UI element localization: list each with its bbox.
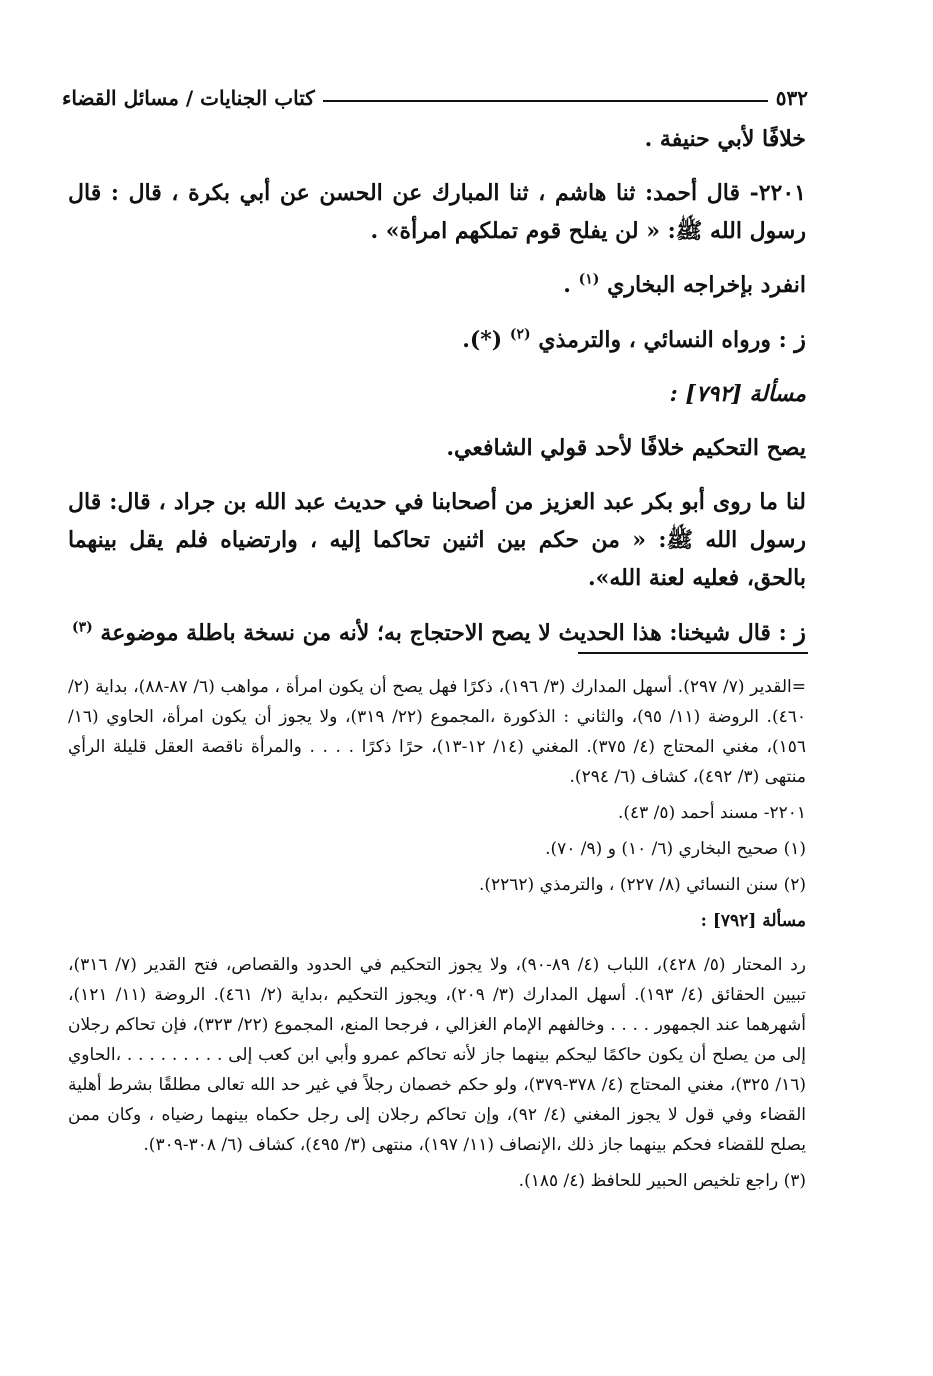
footnote-3: (٣) راجع تلخيص الحبير للحافظ (٤/ ١٨٥). [518, 1171, 806, 1191]
bukhari-text: انفرد بإخراجه البخاري [607, 272, 806, 298]
zay-mark: ز [794, 324, 806, 353]
paragraph-shaykh [68, 613, 806, 652]
footnote-divider [578, 652, 808, 654]
page-header [62, 78, 808, 118]
shaykh-text: : قال شيخنا: هذا الحديث لا يصح الاحتجاج به؛ لأنه من نسخة باطلة موضوعة [100, 620, 787, 646]
paragraph-nasai [68, 320, 806, 359]
footnote-masala-heading: مسألة [٧٩٢] : [700, 911, 806, 931]
page-number: ٥٣٢ [775, 86, 808, 110]
footnote-continued: =القدير (٧/ ٢٩٧). أسهل المدارك (٣/ ١٩٦)، ذكرًا فهل يصح أن يكون امرأة ، مواهب (٦/ ٨٧-٨٨)، بداية (٢/ ٤٦٠). الروضة (١١/ ٩٥)، والثاني : الذكورة ،المجموع (٢٢/ ٣١٩)، ولا يجوز أن يكون امرأة، الحاوي (١٦/ ١٥٦)، مغني المحتاج (٤/ ٣٧٥). المغني (١٤/ ١٢-١٣)، حرًا ذكرًا . . . . والمرأة ناقصة العقل قليلة الرأي منتهى (٣/ ٤٩٢)، كشاف (٦/ ٢٩٤). [68, 677, 806, 787]
nasai-end: (*). [462, 327, 503, 353]
paragraph-hadith-2201: ٢٢٠١- قال أحمد: ثنا هاشم ، ثنا المبارك عن الحسن عن أبي بكرة ، قال : قال رسول الله ﷺ: « لن يفلح قوم تملكهم امرأة» . [68, 180, 806, 244]
footnotes [68, 672, 806, 1202]
footnote-ref-3: (٣) [71, 619, 93, 636]
paragraph-1: خلافًا لأبي حنيفة . [644, 126, 806, 152]
footnote-masala-body: رد المحتار (٥/ ٤٢٨)، اللباب (٤/ ٨٩-٩٠)، ولا يجوز التحكيم في الحدود والقصاص، فتح القدير (٧/ ٣١٦)، تبيين الحقائق (٤/ ١٩٣). أسهل المدارك (٣/ ٢٠٩)، ويجوز التحكيم ،بداية (٢/ ٤٦١). الروضة (١١/ ١٢١)، أشهرهما عند الجمهور . . . . وخالفهم الإمام الغزالي ، فرجحا المنع، المجموع (٢٢/ ٣٢٣)، فإن تحاكم رجلان إلى من يصلح أن يكون حاكمًا ليحكم بينهما جاز لأنه تحاكم عمرو وأبي ابن كعب إلى . . . . . . . . . ،الحاوي (١٦/ ٣٢٥)، مغني المحتاج (٤/ ٣٧٨-٣٧٩)، ولو حكم خصمان رجلاً في غير حد الله تعالى مطلقًا بشرط أهلية القضاء وفي قول لا يجوز المغني (٤/ ٩٢)، وإن تحاكم رجلان إلى رجل حكماه بينهما رضياه ، وكان ممن يصلح للقضاء فحكم بينهما جاز ذلك ،الإنصاف (١١/ ١٩٧)، منتهى (٣/ ٤٩٥)، كشاف (٦/ ٣٠٨-٣٠٩). [68, 955, 807, 1155]
header-rule [323, 100, 768, 102]
paragraph-hadith-jarad: لنا ما روى أبو بكر عبد العزيز من أصحابنا في حديث عبد الله بن جراد ، قال: قال رسول الله ﷺ: « من حكم بين اثنين تحاكما إليه ، وارتضياه فلم يقل بينهما بالحق، فعليه لعنة الله». [68, 489, 806, 591]
paragraph-tahkim: يصح التحكيم خلافًا لأحد قولي الشافعي. [446, 435, 806, 461]
zay-mark-2: ز [794, 617, 806, 646]
footnote-ref-1: (١) [578, 271, 600, 288]
main-text [68, 120, 806, 668]
paragraph-bukhari [68, 266, 806, 304]
footnote-ref-2: (٢) [509, 326, 531, 343]
footnote-1: (١) صحيح البخاري (٦/ ١٠) و (٩/ ٧٠). [545, 839, 806, 859]
running-title: كتاب الجنايات / مسائل القضاء [62, 86, 315, 110]
nasai-text: : ورواه النسائي ، والترمذي [538, 327, 787, 353]
bukhari-end: . [563, 272, 571, 298]
footnote-2: (٢) سنن النسائي (٨/ ٢٢٧) ، والترمذي (٢٢٦٢). [478, 875, 806, 895]
masala-heading: مسألة [٧٩٢] : [669, 381, 806, 407]
footnote-2201: ٢٢٠١- مسند أحمد (٥/ ٤٣). [617, 803, 806, 823]
